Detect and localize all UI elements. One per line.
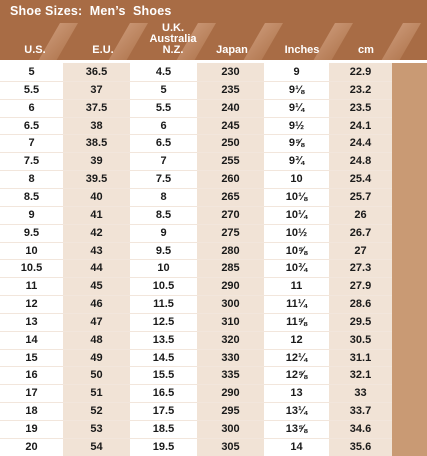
cell-cm: 35.6 [349,440,372,453]
cell-inches: 10¼ [285,208,308,221]
size-table [0,63,392,456]
cell-japan: 320 [221,333,240,346]
header-divider [312,23,353,63]
cell-uk: 18.5 [152,423,175,435]
header-inches: Inches [284,44,320,56]
row-divider [0,242,392,243]
table-row [0,331,392,349]
header-uk: U.K. Australia N.Z. [149,23,197,56]
row-divider [0,366,392,367]
cell-us: 19 [25,423,38,435]
cell-japan: 265 [221,190,240,203]
cell-uk: 4.5 [155,66,172,78]
cell-inches: 13 [290,387,303,400]
cell-cm: 27 [354,244,367,257]
table-row [0,134,392,152]
cell-japan: 330 [221,351,240,364]
cell-eu: 39 [90,155,103,168]
cell-eu: 53 [90,423,103,435]
cell-eu: 36.5 [85,66,108,78]
cell-inches: 9⅝ [288,137,305,150]
cell-japan: 270 [221,208,240,221]
cell-eu: 38 [90,119,103,132]
row-divider [0,331,392,332]
header-japan: Japan [216,44,248,56]
cell-uk: 17.5 [152,405,175,418]
row-divider [0,117,392,118]
header-divider [380,23,421,63]
cell-inches: 9¼ [288,101,305,114]
cell-japan: 235 [221,83,240,96]
table-row [0,420,392,438]
row-divider [0,277,392,278]
cell-inches: 10½ [285,226,308,239]
cell-inches: 10⅛ [285,190,308,203]
cell-cm: 28.6 [349,298,372,311]
cell-eu: 44 [90,262,103,275]
cell-uk: 19.5 [152,440,175,453]
cell-eu: 41 [90,208,103,221]
cell-inches: 12¼ [285,351,308,364]
cell-eu: 43 [90,244,103,257]
cell-us: 20 [25,440,38,453]
cell-inches: 10 [290,173,303,186]
cell-eu: 50 [90,369,103,382]
cell-us: 9.5 [23,226,40,239]
row-divider [0,349,392,350]
cell-uk: 8 [160,190,167,203]
cell-eu: 49 [90,351,103,364]
header-us: U.S. [24,44,46,56]
cell-us: 10.5 [20,262,43,275]
cell-cm: 30.5 [349,333,372,346]
table-row [0,99,392,117]
row-divider [0,81,392,82]
cell-uk: 8.5 [155,208,172,221]
table-row [0,63,392,81]
row-divider [0,152,392,153]
cell-uk: 12.5 [152,315,175,328]
cell-cm: 24.1 [349,119,372,132]
header-divider [242,23,283,63]
cell-japan: 260 [221,173,240,186]
cell-japan: 240 [221,101,240,114]
cell-us: 15 [25,351,38,364]
title-bar [0,0,427,23]
cell-cm: 24.4 [349,137,372,150]
header-cm: cm [358,44,374,56]
row-divider [0,384,392,385]
cell-eu: 47 [90,315,103,328]
cell-cm: 22.9 [349,66,372,78]
cell-cm: 26.7 [349,226,372,239]
table-row [0,206,392,224]
header-eu: E.U. [92,44,114,56]
table-row [0,295,392,313]
table-row [0,224,392,242]
cell-japan: 250 [221,137,240,150]
cell-uk: 6.5 [155,137,172,150]
table-row [0,384,392,402]
cell-us: 7.5 [23,155,40,168]
cell-us: 6.5 [23,119,40,132]
cell-uk: 5.5 [155,101,172,114]
cell-japan: 285 [221,262,240,275]
cell-inches: 9 [293,66,300,78]
cell-uk: 9.5 [155,244,172,257]
cell-us: 8 [28,173,35,186]
table-row [0,188,392,206]
cell-japan: 280 [221,244,240,257]
cell-uk: 15.5 [152,369,175,382]
cell-inches: 10⅝ [285,244,308,257]
cell-eu: 38.5 [85,137,108,150]
cell-eu: 39.5 [85,173,108,186]
cell-cm: 26 [354,208,367,221]
table-header [0,23,427,63]
table-row [0,117,392,135]
cell-us: 10 [25,244,38,257]
cell-japan: 290 [221,280,240,293]
cell-us: 16 [25,369,38,382]
cell-us: 11 [25,280,38,293]
cell-inches: 11¼ [286,298,307,311]
cell-inches: 13¼ [285,405,308,418]
row-divider [0,99,392,100]
cell-cm: 31.1 [349,351,372,364]
row-divider [0,438,392,439]
cell-uk: 6 [160,119,167,132]
cell-uk: 13.5 [152,333,175,346]
cell-japan: 295 [221,405,240,418]
table-row [0,242,392,260]
cell-uk: 7.5 [155,173,172,186]
cell-uk: 10 [157,262,170,275]
row-divider [0,313,392,314]
cell-japan: 335 [221,369,240,382]
cell-cm: 24.8 [349,155,372,168]
cell-eu: 42 [90,226,103,239]
cell-japan: 245 [221,119,240,132]
row-divider [0,206,392,207]
table-row [0,81,392,99]
cell-inches: 9½ [288,119,305,132]
cell-japan: 300 [221,298,240,311]
cell-japan: 305 [221,440,240,453]
table-row [0,366,392,384]
cell-uk: 10.5 [152,280,175,293]
cell-cm: 27.3 [349,262,372,275]
cell-uk: 11.5 [153,298,174,311]
cell-uk: 7 [160,155,167,168]
cell-cm: 29.5 [349,315,372,328]
row-divider [0,295,392,296]
table-row [0,152,392,170]
cell-eu: 54 [90,440,103,453]
cell-japan: 300 [221,423,240,435]
cell-eu: 46 [90,298,103,311]
cell-us: 12 [25,298,38,311]
cell-eu: 37.5 [85,101,108,114]
table-row [0,277,392,295]
cell-inches: 10¾ [285,262,308,275]
page-title: Shoe Sizes: Men’s Shoes [10,4,172,18]
cell-cm: 23.5 [349,101,372,114]
cell-uk: 16.5 [152,387,175,400]
cell-inches: 12⅝ [285,369,308,382]
cell-us: 14 [25,333,38,346]
table-row [0,313,392,331]
cell-us: 8.5 [23,190,40,203]
cell-inches: 12 [290,333,303,346]
cell-inches: 14 [290,440,303,453]
cell-us: 13 [25,315,38,328]
cell-us: 9 [28,208,35,221]
row-divider [0,134,392,135]
cell-us: 5 [28,66,35,78]
cell-japan: 275 [221,226,240,239]
cell-cm: 23.2 [349,83,372,96]
cell-japan: 255 [221,155,240,168]
cell-cm: 25.7 [349,190,372,203]
table-row [0,402,392,420]
cell-cm: 32.1 [349,369,372,382]
cell-inches: 9⅛ [288,83,305,96]
row-divider [0,259,392,260]
row-divider [0,224,392,225]
table-row [0,438,392,456]
cell-us: 6 [28,101,35,114]
cell-eu: 37 [90,83,103,96]
cell-inches: 9¾ [288,155,305,168]
cell-us: 17 [25,387,38,400]
cell-uk: 14.5 [152,351,175,364]
table-row [0,349,392,367]
header-divider [37,23,78,63]
cell-inches: 11⅝ [286,315,307,328]
cell-japan: 230 [221,66,240,78]
cell-cm: 34.6 [349,423,372,435]
header-divider [107,23,148,63]
table-row [0,170,392,188]
row-divider [0,170,392,171]
cell-inches: 13⅝ [285,423,308,435]
row-divider [0,420,392,421]
cell-cm: 33.7 [349,405,372,418]
cell-eu: 52 [90,405,103,418]
row-divider [0,402,392,403]
cell-cm: 33 [354,387,367,400]
cell-eu: 40 [90,190,103,203]
cell-japan: 290 [221,387,240,400]
cell-us: 18 [25,405,38,418]
cell-us: 5.5 [23,83,40,96]
row-divider [0,188,392,189]
cell-japan: 310 [221,315,240,328]
cell-uk: 5 [160,83,167,96]
cell-eu: 51 [90,387,103,400]
cell-eu: 45 [90,280,103,293]
cell-cm: 25.4 [349,173,372,186]
table-row [0,259,392,277]
cell-cm: 27.9 [349,280,372,293]
cell-us: 7 [28,137,35,150]
cell-inches: 11 [290,280,303,293]
cell-eu: 48 [90,333,103,346]
cell-uk: 9 [160,226,167,239]
